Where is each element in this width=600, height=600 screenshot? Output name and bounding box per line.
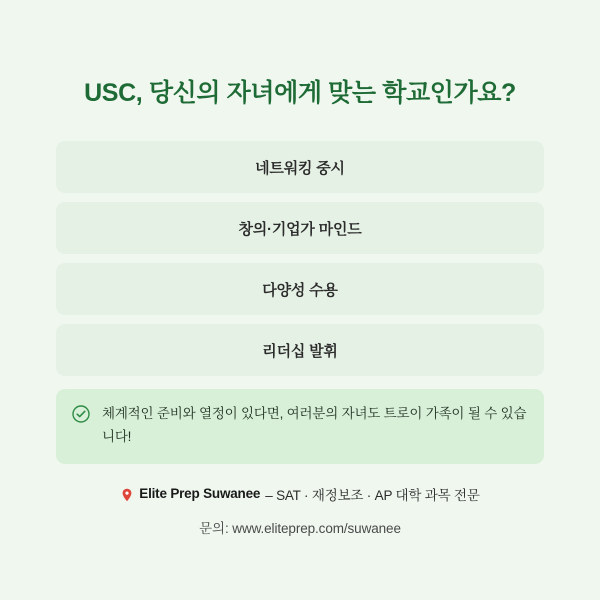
- list-item: [56, 202, 544, 254]
- page-title: USC, 당신의 자녀에게 맞는 학교인가요?: [84, 79, 516, 107]
- callout-text: 체계적인 준비와 열정이 있다면, 여러분의 자녀도 트로이 가족이 될 수 있습니다!: [102, 406, 527, 444]
- list-item: [56, 141, 544, 193]
- contact-line: 문의: www.eliteprep.com/suwanee: [199, 520, 401, 536]
- list-item-label: 창의·기업가 마인드: [238, 220, 362, 238]
- brand-tagline: – SAT · 재정보조 · AP 대학 과목 전문: [265, 487, 480, 503]
- callout-box: [56, 389, 544, 464]
- footer: [56, 484, 544, 537]
- check-circle-icon: [72, 405, 90, 423]
- list-item: [56, 324, 544, 376]
- list-item-label: 다양성 수용: [262, 281, 338, 299]
- list-item: [56, 263, 544, 315]
- feature-list: [56, 141, 544, 376]
- list-item-label: 네트워킹 중시: [255, 159, 345, 177]
- map-pin-icon: [120, 488, 134, 502]
- list-item-label: 리더십 발휘: [262, 342, 338, 360]
- footer-brand-line: [56, 484, 544, 504]
- brand-name: Elite Prep Suwanee: [139, 486, 261, 502]
